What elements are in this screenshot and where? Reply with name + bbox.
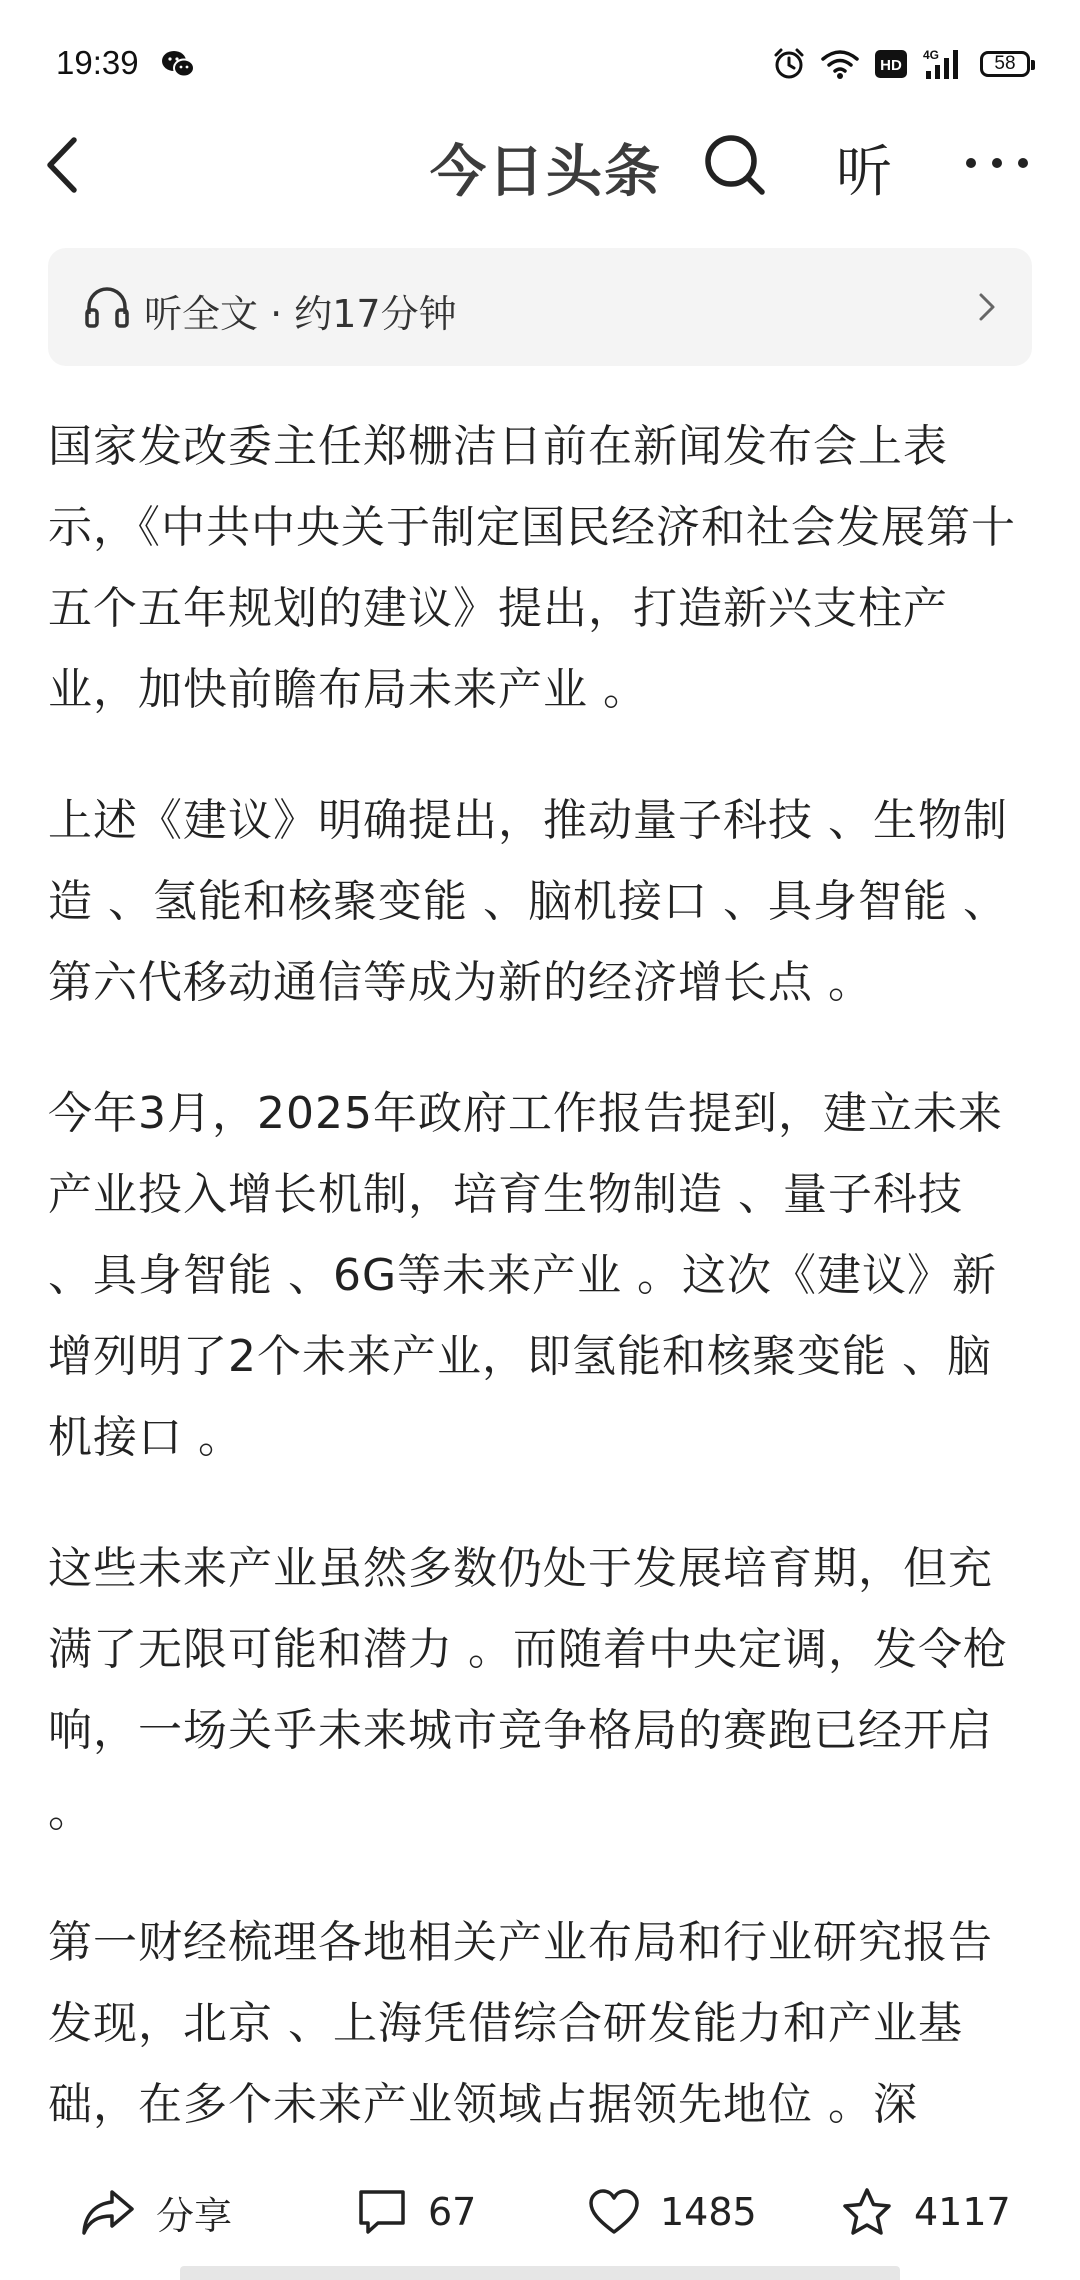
article-paragraph: 上述《建议》明确提出，推动量子科技 、生物制造 、氢能和核聚变能 、脑机接口 、具身智能 、第六代移动通信等成为新的经济增长点 。 xyxy=(48,795,1008,1008)
bottom-action-bar xyxy=(0,2160,1080,2280)
more-icon[interactable] xyxy=(962,138,1032,188)
share-icon xyxy=(80,2187,136,2237)
share-button[interactable] xyxy=(80,2182,232,2242)
signal-4g-icon xyxy=(922,47,966,81)
status-time: 19:39 xyxy=(56,44,139,81)
back-icon[interactable] xyxy=(38,132,88,198)
listen-full-text-bar[interactable] xyxy=(48,248,1032,366)
battery-level: 58 xyxy=(994,53,1016,74)
battery-icon xyxy=(980,51,1030,77)
app-title: 今日头条 xyxy=(430,140,662,205)
like-count: 1485 xyxy=(660,2190,757,2234)
article-paragraph: 今年3月，2025年政府工作报告提到，建立未来产业投入增长机制，培育生物制造 、量子科技 、具身智能 、6G等未来产业 。这次《建议》新增列明了2个未来产业，即氢能和核聚变能 、脑机接口 。 xyxy=(48,1088,1003,1463)
hd-icon xyxy=(874,49,908,79)
alarm-icon xyxy=(772,47,806,81)
article-paragraph: 这些未来产业虽然多数仍处于发展培育期，但充满了无限可能和潜力 。而随着中央定调，发令枪响，一场关乎未来城市竞争格局的赛跑已经开启 。 xyxy=(48,1543,1008,1837)
comment-button[interactable] xyxy=(356,2182,476,2242)
listen-full-text-label: 听全文 · 约17分钟 xyxy=(144,292,457,336)
wifi-icon xyxy=(820,48,860,80)
home-indicator xyxy=(180,2266,900,2280)
wechat-icon xyxy=(160,48,196,80)
chevron-right-icon xyxy=(976,290,998,324)
search-icon[interactable] xyxy=(700,130,770,200)
svg-text:HD: HD xyxy=(880,57,902,74)
like-button[interactable] xyxy=(588,2182,757,2242)
star-icon xyxy=(840,2186,894,2238)
headphones-icon xyxy=(84,284,130,330)
favorite-count: 4117 xyxy=(914,2190,1011,2234)
favorite-button[interactable] xyxy=(840,2182,1011,2242)
share-label: 分享 xyxy=(156,2193,233,2238)
article-paragraph: 国家发改委主任郑栅洁日前在新闻发布会上表示，《中共中央关于制定国民经济和社会发展第十五个五年规划的建议》提出，打造新兴支柱产业，加快前瞻布局未来产业 。 xyxy=(48,421,1016,715)
status-icons xyxy=(772,44,1030,84)
top-nav-bar xyxy=(0,110,1080,220)
svg-text:4G: 4G xyxy=(923,48,940,62)
article-paragraph: 第一财经梳理各地相关产业布局和行业研究报告发现，北京 、上海凭借综合研发能力和产业基础，在多个未来产业领域占据领先地位 。深 xyxy=(48,1917,993,2130)
listen-button[interactable]: 听 xyxy=(836,140,892,205)
heart-icon xyxy=(588,2188,640,2236)
comment-icon xyxy=(356,2187,408,2237)
comment-count: 67 xyxy=(428,2190,477,2234)
article-body xyxy=(48,406,1018,2195)
